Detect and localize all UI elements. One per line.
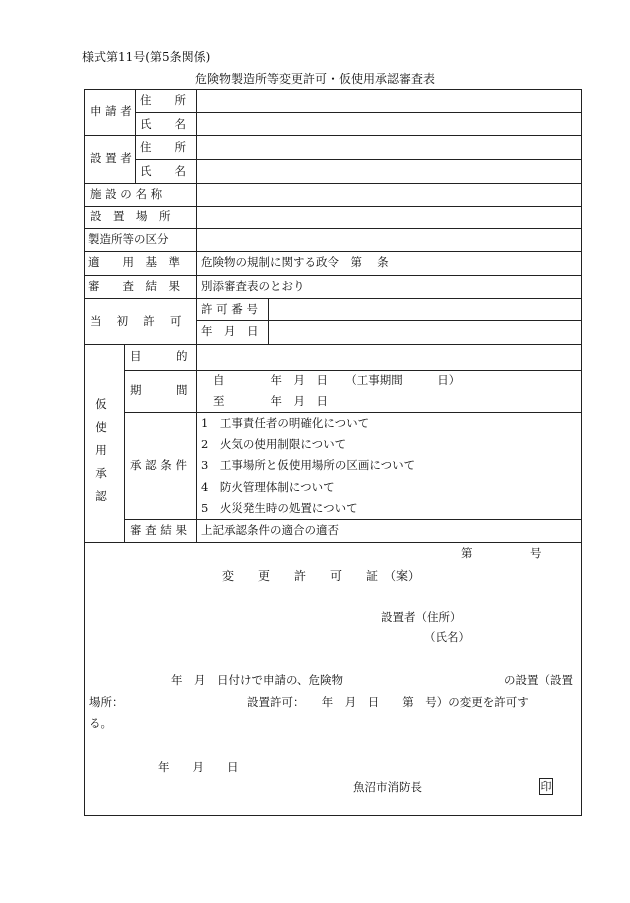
period-label: 期 間	[130, 383, 188, 397]
permit-date-label: 年 月 日	[201, 324, 259, 338]
condition-item: 5 火災発生時の処置について	[201, 501, 358, 515]
applicant-label: 申 請 者	[90, 104, 132, 118]
condition-item: 3 工事場所と仮使用場所の区画について	[201, 458, 416, 472]
rule	[135, 89, 136, 183]
certificate-body-line1a: 年 月 日付けで申請の、危険物	[171, 673, 344, 687]
rule	[124, 519, 582, 520]
condition-item: 2 火気の使用制限について	[201, 437, 347, 451]
condition-item: 1 工事責任者の明確化について	[201, 416, 370, 430]
certificate-title: 変 更 許 可 証 （案）	[222, 569, 421, 583]
certificate-body-line2b: 設置許可： 年 月 日 第 号）の変更を許可す	[247, 695, 529, 709]
rule	[84, 183, 582, 184]
rule	[84, 228, 582, 229]
facility-category-label: 製造所等の区分	[88, 232, 169, 246]
installer-name-label: 氏 名	[140, 164, 186, 178]
vertical-char: 承	[95, 466, 107, 480]
certificate-body-line1b: の設置（設置	[504, 673, 573, 687]
certificate-body-line3: る。	[89, 716, 112, 730]
vertical-char: 使	[95, 420, 107, 434]
rule	[196, 89, 197, 542]
rule	[124, 370, 582, 371]
rule	[124, 412, 582, 413]
conditions-label: 承 認 条 件	[130, 458, 187, 472]
certificate-date: 年 月 日	[158, 760, 239, 774]
installer-address-label: 住 所	[140, 140, 186, 154]
rule	[124, 344, 125, 542]
permit-number-label: 許 可 番 号	[201, 302, 258, 316]
installer-label: 設 置 者	[90, 151, 132, 165]
rule	[84, 135, 582, 136]
certificate-issuer: 魚沼市消防長	[353, 780, 422, 794]
rule	[84, 275, 582, 276]
standard-label: 適 用 基 準	[88, 255, 180, 269]
temp-review-label: 審 査 結 果	[130, 523, 187, 537]
form-number: 様式第11号(第5条関係)	[82, 50, 211, 64]
condition-item: 4 防火管理体制について	[201, 480, 335, 494]
seal-mark: 印	[540, 780, 552, 793]
standard-value: 危険物の規制に関する政令 第 条	[201, 255, 389, 269]
document-title: 危険物製造所等変更許可・仮使用承認審査表	[194, 72, 435, 86]
certificate-body-line2a: 場所：	[89, 695, 124, 709]
period-from: 自 年 月 日 （工事期間 日）	[213, 373, 461, 387]
temp-review-value: 上記承認条件の適合の適否	[201, 523, 339, 537]
certificate-installer-name: （氏名）	[424, 630, 470, 644]
facility-name-label: 施 設 の 名 称	[90, 187, 163, 201]
applicant-name-label: 氏 名	[140, 117, 186, 131]
temporary-use-approval-label	[94, 393, 108, 508]
initial-permit-label: 当 初 許 可	[90, 314, 182, 328]
period-to: 至 年 月 日	[213, 394, 328, 408]
rule	[196, 320, 582, 321]
rule	[84, 251, 582, 252]
certificate-number: 第 号	[461, 546, 542, 560]
vertical-char: 認	[95, 489, 107, 503]
rule	[135, 112, 582, 113]
vertical-char: 仮	[95, 397, 107, 411]
certificate-installer-address: 設置者（住所）	[381, 610, 462, 624]
facility-location-label: 設 置 場 所	[90, 209, 171, 223]
rule	[84, 542, 582, 543]
rule	[84, 298, 582, 299]
applicant-address-label: 住 所	[140, 93, 186, 107]
review-label: 審 査 結 果	[88, 279, 180, 293]
rule	[84, 206, 582, 207]
purpose-label: 目 的	[130, 349, 188, 363]
vertical-char: 用	[95, 443, 107, 457]
rule	[268, 298, 269, 344]
rule	[135, 159, 582, 160]
rule	[84, 344, 582, 345]
review-value: 別添審査表のとおり	[201, 279, 305, 293]
